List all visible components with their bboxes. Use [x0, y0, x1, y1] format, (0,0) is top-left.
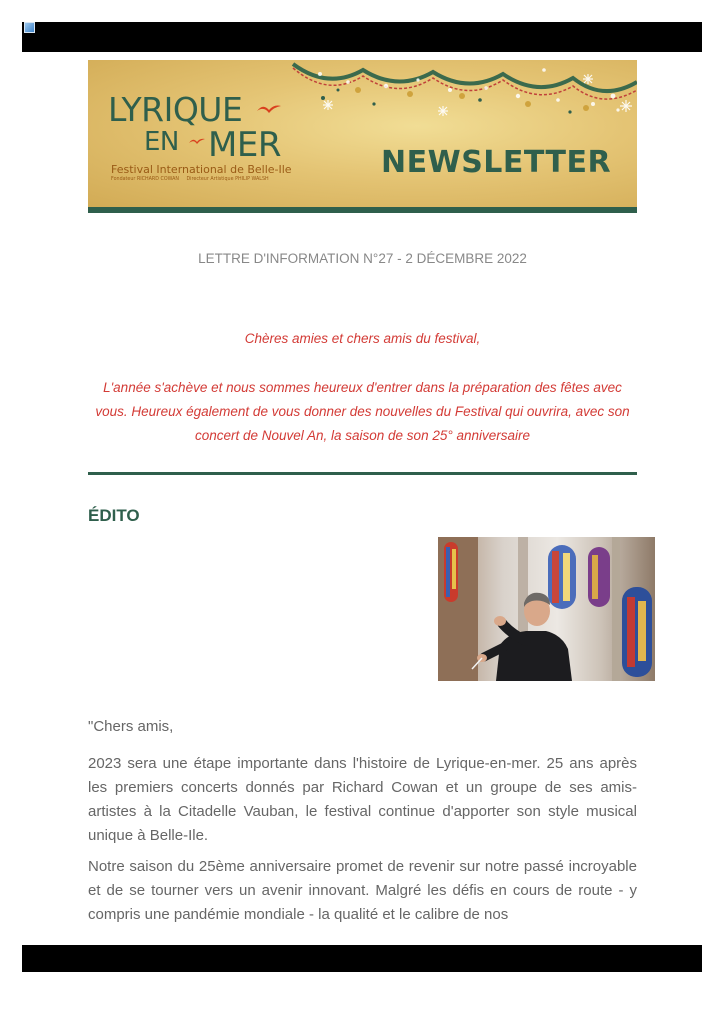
edito-salutation: "Chers amis,	[88, 718, 174, 735]
conductor-photo	[438, 537, 655, 681]
broken-image-icon	[24, 22, 35, 33]
banner-bottom-stripe	[88, 207, 637, 213]
logo-subtitle: Festival International de Belle-Ile	[111, 163, 292, 176]
intro-paragraph	[88, 376, 637, 448]
seagull-icon	[256, 102, 282, 114]
small-seagull-icon	[188, 136, 206, 145]
intro-line: vous. Heureux également de vous donner des nouvelles du Festival qui ouvrira, avec son	[95, 404, 630, 419]
intro-line: concert de Nouvel An, la saison de son 25° anniversaire	[194, 428, 531, 443]
newsletter-title: NEWSLETTER	[381, 145, 612, 180]
founder-name: RICHARD COWAN	[136, 177, 179, 182]
logo-text-lyrique: LYRIQUE	[108, 90, 243, 129]
intro-line: L'année s'achève et nous sommes heureux d'entrer dans la préparation des fêtes avec	[103, 380, 622, 395]
bottom-black-bar	[22, 945, 702, 972]
edito-paragraph-1: 2023 sera une étape importante dans l'histoire de Lyrique-en-mer. 25 ans après les premiers concerts donnés par Richard Cowan et un groupe de ses amis-artistes à la Citadelle Vauban, le festival continue d'apporter son style musical unique à Belle-Ile.	[88, 755, 637, 844]
director-role: Directeur Artistique	[186, 177, 234, 182]
conductor-photo-illustration	[438, 537, 655, 681]
edito-paragraph-2: Notre saison du 25ème anniversaire promet de revenir sur notre passé incroyable et de se tourner vers un avenir innovant. Malgré les défis en cours de route - y compris une pandémie mondiale - la qualité et le calibre de nos	[88, 858, 637, 923]
top-black-bar	[22, 22, 702, 52]
founder-role: Fondateur	[111, 177, 136, 182]
section-divider	[88, 472, 637, 475]
logo-text-mer: MER	[208, 125, 281, 165]
director-name: PHILIP WALSH	[235, 177, 269, 182]
issue-line: LETTRE D'INFORMATION N°27 - 2 DÉCEMBRE 2022	[198, 251, 527, 266]
logo-credits	[111, 177, 269, 182]
logo-text-en: EN	[144, 127, 179, 157]
intro-greeting: Chères amies et chers amis du festival,	[244, 331, 481, 346]
edito-title: ÉDITO	[88, 506, 140, 525]
newsletter-banner	[88, 60, 637, 207]
